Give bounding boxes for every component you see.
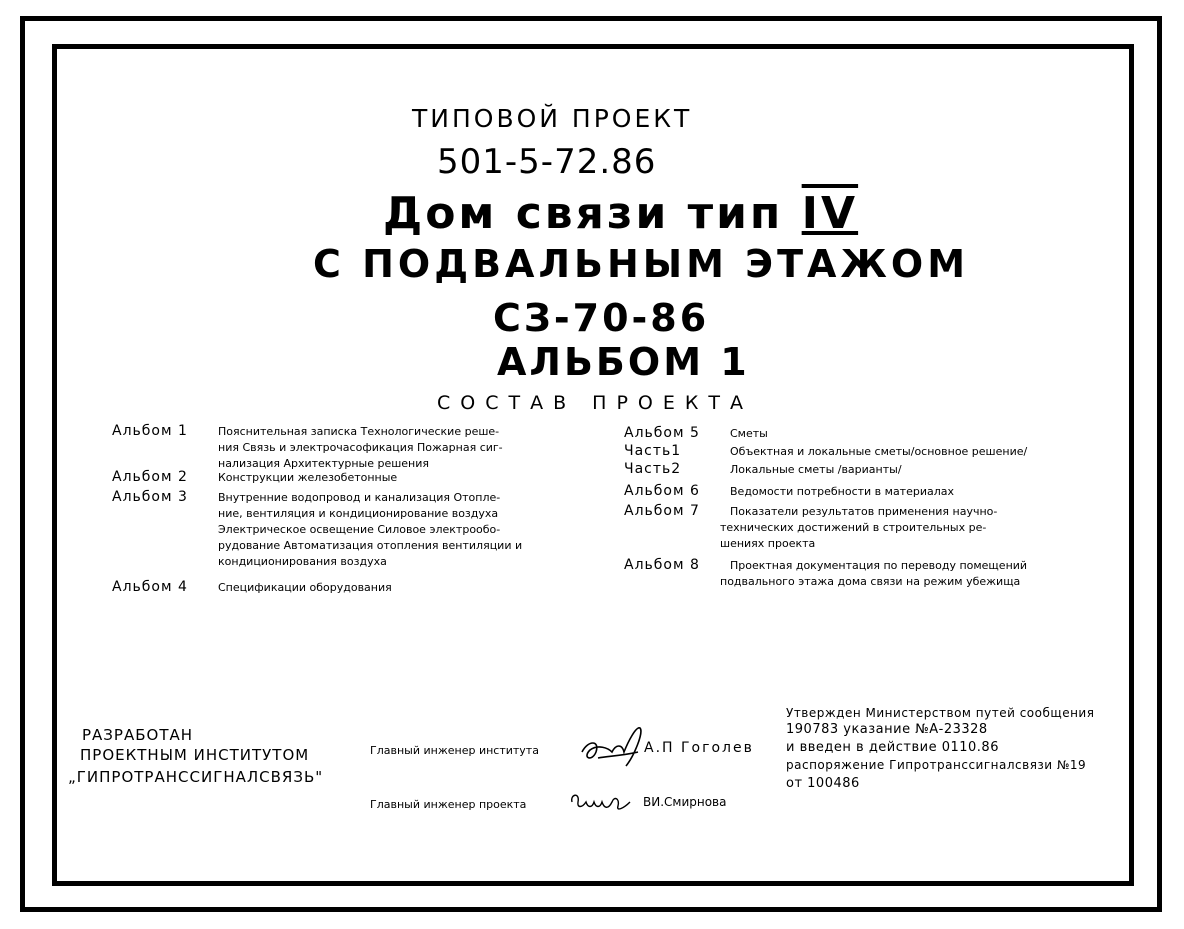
chief-engineer-institute-role: Главный инженер института	[370, 744, 539, 757]
approval-line-1: Утвержден Министерством путей сообщения	[786, 706, 1095, 720]
album-label: Альбом 6	[624, 483, 700, 499]
approval-line-3: и введен в действие 0110.86	[786, 740, 999, 755]
album-label: Альбом 2	[112, 469, 188, 485]
developed-by-label: РАЗРАБОТАН	[82, 726, 194, 744]
description-line: Показатели результатов применения научно-	[730, 505, 998, 518]
album-label: Альбом 7	[624, 503, 700, 519]
chief-engineer-institute-name: А.П Гоголев	[644, 740, 754, 756]
description-line: Проектная документация по переводу помещений	[730, 559, 1028, 572]
description-line: Пояснительная записка Технологические реше-	[218, 425, 500, 438]
project-number: 501-5-72.86	[437, 142, 657, 182]
album-description	[218, 580, 392, 596]
album-description	[218, 470, 397, 486]
description-line: Локальные сметы /варианты/	[730, 463, 902, 476]
album-description	[720, 558, 1027, 590]
project-code: СЗ-70-86	[493, 296, 710, 340]
contents-heading: СОСТАВ ПРОЕКТА	[437, 392, 753, 414]
description-line: Сметы	[730, 427, 768, 440]
album-description	[218, 424, 503, 472]
description-line: Ведомости потребности в материалах	[730, 485, 955, 498]
album-number: АЛЬБОМ 1	[497, 340, 750, 384]
description-line: подвального этажа дома связи на режим убежища	[720, 575, 1021, 588]
title-text: Дом связи тип	[383, 188, 784, 239]
album-label: Альбом 1	[112, 423, 188, 439]
description-line: Внутренние водопровод и канализация Отопле-	[218, 491, 501, 504]
description-line: кондиционирования воздуха	[218, 555, 387, 568]
album-description	[720, 504, 997, 552]
typical-project-label: ТИПОВОЙ ПРОЕКТ	[412, 104, 693, 133]
album-label: Альбом 5	[624, 425, 700, 441]
album-label: Альбом 4	[112, 579, 188, 595]
description-line: ние, вентиляция и кондиционирование воздуха	[218, 507, 499, 520]
part-label: Часть1	[624, 443, 682, 459]
description-line: технических достижений в строительных ре-	[720, 521, 987, 534]
title-roman-numeral: IV	[801, 188, 859, 239]
description-line: Спецификации оборудования	[218, 581, 392, 594]
part-description	[730, 444, 1027, 460]
title-line-2: С ПОДВАЛЬНЫМ ЭТАЖОМ	[313, 242, 970, 286]
title-line-1	[383, 188, 858, 239]
approval-line-2: 190783 указание №А-23328	[786, 722, 988, 737]
developer-line-2: ПРОЕКТНЫМ ИНСТИТУТОМ	[80, 746, 310, 764]
description-line: шениях проекта	[720, 537, 816, 550]
album-label: Альбом 8	[624, 557, 700, 573]
description-line: Объектная и локальные сметы/основное решение/	[730, 445, 1028, 458]
approval-line-4: распоряжение Гипротранссигналсвязи №19	[786, 758, 1087, 772]
signature-gogolev-image	[578, 722, 648, 770]
chief-engineer-project-name: ВИ.Смирнова	[643, 795, 727, 809]
description-line: Конструкции железобетонные	[218, 471, 398, 484]
description-line: рудование Автоматизация отопления вентиляции и	[218, 539, 523, 552]
approval-line-5: от 100486	[786, 776, 860, 791]
album-label: Альбом 3	[112, 489, 188, 505]
description-line: ния Связь и электрочасофикация Пожарная сиг-	[218, 441, 503, 454]
album-description	[730, 426, 768, 442]
chief-engineer-project-role: Главный инженер проекта	[370, 798, 527, 811]
part-description	[730, 462, 902, 478]
developer-institute-name: „ГИПРОТРАНССИГНАЛСВЯЗЬ"	[68, 768, 324, 786]
description-line: Электрическое освещение Силовое электрообо-	[218, 523, 501, 536]
signature-smirnova-image	[568, 788, 634, 816]
part-label: Часть2	[624, 461, 682, 477]
album-description	[218, 490, 522, 570]
album-description	[730, 484, 954, 500]
description-line: нализация Архитектурные решения	[218, 457, 430, 470]
